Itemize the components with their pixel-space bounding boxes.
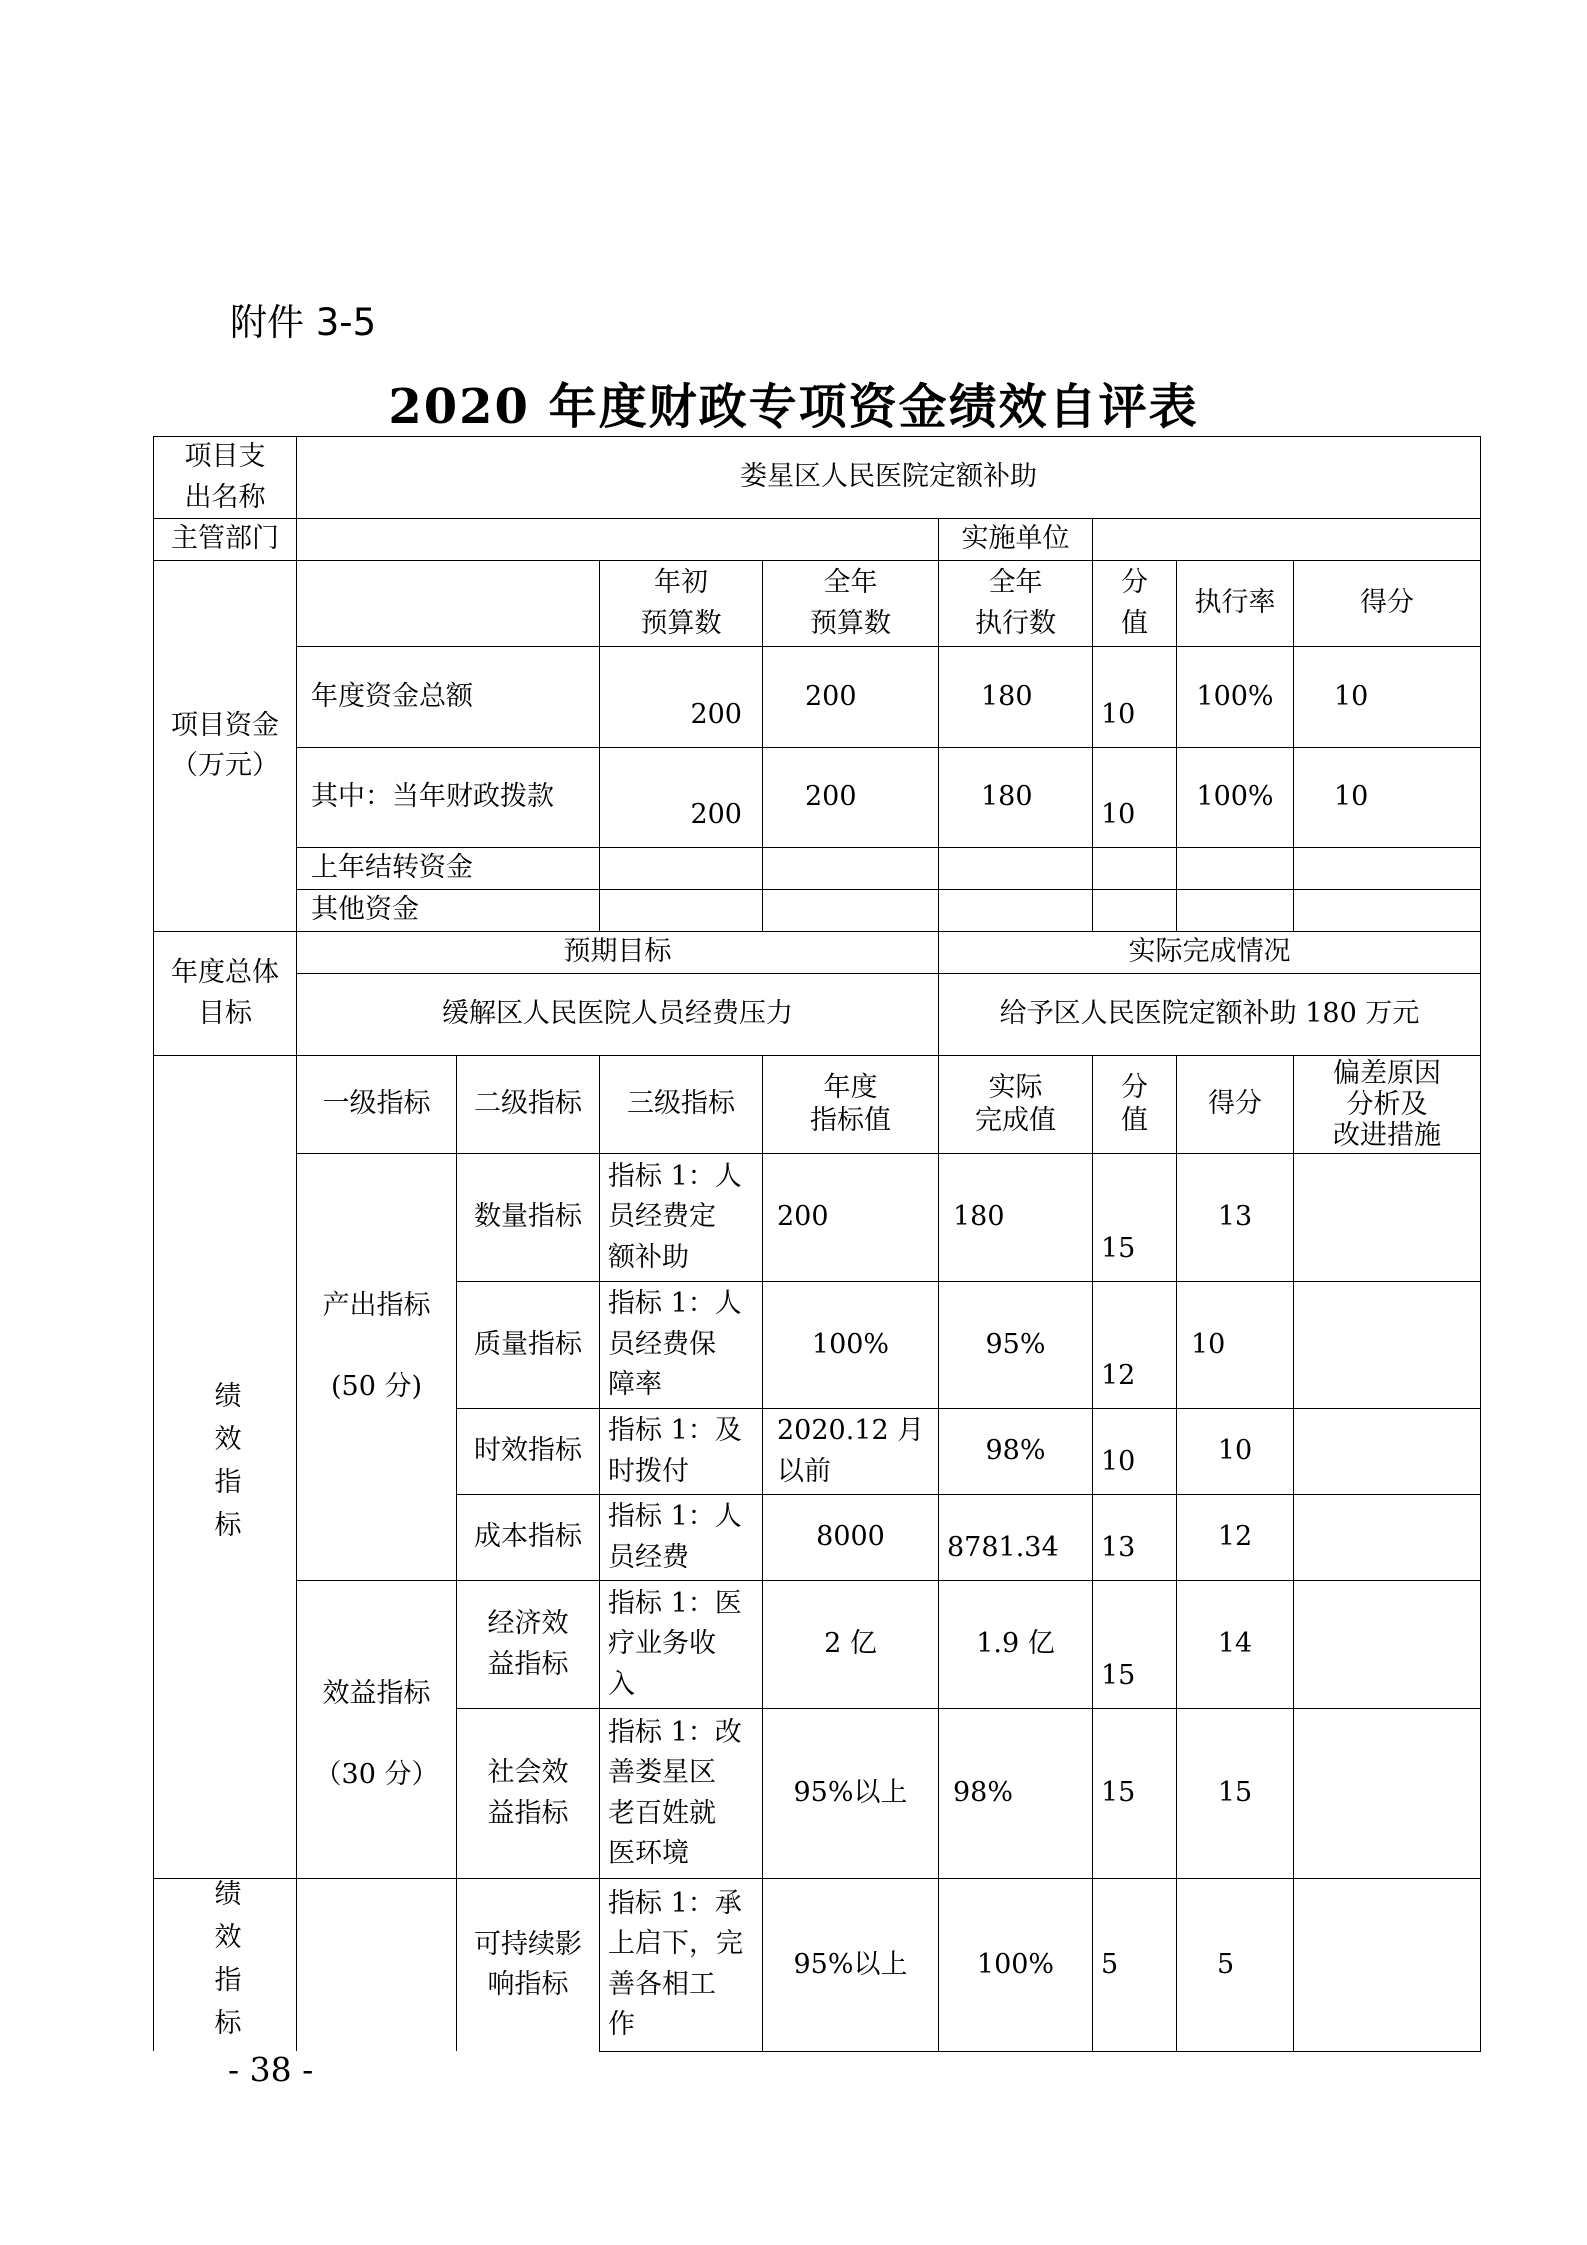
ind-level3: 指标 1：及 时拨付 <box>600 1409 763 1495</box>
funds-executed <box>939 848 1093 890</box>
ind-points: 10 <box>1093 1409 1177 1495</box>
ind-header-level2: 二级指标 <box>457 1056 600 1154</box>
ind-level1-blank <box>297 1879 457 2052</box>
funds-row-label: 年度资金总额 <box>297 647 600 748</box>
ind-header-score: 得分 <box>1177 1056 1294 1154</box>
ind-note <box>1294 1409 1481 1495</box>
ind-header-level3: 三级指标 <box>600 1056 763 1154</box>
funds-annual: 200 <box>763 647 939 748</box>
ind-level2: 数量指标 <box>457 1154 600 1282</box>
goals-expected: 缓解区人民医院人员经费压力 <box>297 974 939 1056</box>
funds-annual <box>763 890 939 932</box>
ind-target: 100% <box>763 1282 939 1409</box>
ind-header-level1: 一级指标 <box>297 1056 457 1154</box>
ind-target: 95%以上 <box>763 1879 939 2052</box>
ind-level2: 经济效 益指标 <box>457 1581 600 1709</box>
funds-header-executed: 全年 执行数 <box>939 561 1093 647</box>
ind-actual: 180 <box>939 1154 1093 1282</box>
goals-label: 年度总体 目标 <box>154 932 297 1056</box>
goals-header-row <box>154 932 1481 974</box>
ind-actual: 95% <box>939 1282 1093 1409</box>
ind-points: 13 <box>1093 1495 1177 1581</box>
funds-score <box>1294 890 1481 932</box>
ind-score: 10 <box>1177 1282 1294 1409</box>
funds-initial: 200 <box>600 748 763 848</box>
ind-score: 15 <box>1177 1709 1294 1879</box>
ind-level3: 指标 1：医 疗业务收 入 <box>600 1581 763 1709</box>
funds-score: 10 <box>1294 647 1481 748</box>
goals-actual-header: 实际完成情况 <box>939 932 1481 974</box>
goals-expected-header: 预期目标 <box>297 932 939 974</box>
ind-score: 10 <box>1177 1409 1294 1495</box>
ind-actual: 8781.34 <box>939 1495 1093 1581</box>
ind-target: 200 <box>763 1154 939 1282</box>
ind-points: 15 <box>1093 1581 1177 1709</box>
funds-row <box>154 848 1481 890</box>
ind-target: 8000 <box>763 1495 939 1581</box>
output-indicator-label: 产出指标 (50 分) <box>297 1154 457 1581</box>
page-title: 2020 年度财政专项资金绩效自评表 <box>388 379 1199 435</box>
ind-actual: 1.9 亿 <box>939 1581 1093 1709</box>
funds-score <box>1294 848 1481 890</box>
ind-points: 15 <box>1093 1709 1177 1879</box>
funds-rate <box>1177 890 1294 932</box>
ind-points: 5 <box>1093 1879 1177 2052</box>
funds-annual <box>763 848 939 890</box>
ind-level3: 指标 1：承 上启下，完 善各相工 作 <box>600 1879 763 2052</box>
unit-label: 实施单位 <box>939 519 1093 561</box>
goals-content-row <box>154 974 1481 1056</box>
unit-value <box>1093 519 1481 561</box>
ind-note <box>1294 1282 1481 1409</box>
benefit-indicator-label: 效益指标 （30 分） <box>297 1581 457 1879</box>
indicator-row <box>154 1879 1481 2052</box>
ind-level2: 时效指标 <box>457 1409 600 1495</box>
ind-header-note: 偏差原因 分析及 改进措施 <box>1294 1056 1481 1154</box>
funds-points: 10 <box>1093 647 1177 748</box>
ind-header-actual: 实际 完成值 <box>939 1056 1093 1154</box>
project-name-value: 娄星区人民医院定额补助 <box>297 437 1481 519</box>
funds-executed <box>939 890 1093 932</box>
funds-rate: 100% <box>1177 748 1294 848</box>
project-name-label: 项目支 出名称 <box>154 437 297 519</box>
indicator-row <box>154 1581 1481 1709</box>
indicators-section-label: 绩效指标 <box>154 1056 297 1879</box>
funds-rate: 100% <box>1177 647 1294 748</box>
indicators-header-row <box>154 1056 1481 1154</box>
ind-target: 2 亿 <box>763 1581 939 1709</box>
funds-rate <box>1177 848 1294 890</box>
ind-header-points: 分 值 <box>1093 1056 1177 1154</box>
project-name-row <box>154 437 1481 519</box>
performance-table <box>153 436 1481 2052</box>
department-row <box>154 519 1481 561</box>
funds-initial: 200 <box>600 647 763 748</box>
ind-note <box>1294 1154 1481 1282</box>
funds-row-label: 上年结转资金 <box>297 848 600 890</box>
funds-row <box>154 647 1481 748</box>
ind-level3: 指标 1：人 员经费 <box>600 1495 763 1581</box>
funds-section-label: 项目资金 （万元） <box>154 561 297 932</box>
funds-header-rate: 执行率 <box>1177 561 1294 647</box>
funds-annual: 200 <box>763 748 939 848</box>
ind-target: 2020.12 月 以前 <box>763 1409 939 1495</box>
ind-note <box>1294 1709 1481 1879</box>
attachment-label: 附件 3-5 <box>230 301 377 344</box>
funds-points <box>1093 848 1177 890</box>
funds-initial <box>600 890 763 932</box>
ind-points: 15 <box>1093 1154 1177 1282</box>
ind-note <box>1294 1495 1481 1581</box>
ind-score: 13 <box>1177 1154 1294 1282</box>
ind-level3: 指标 1：改 善娄星区 老百姓就 医环境 <box>600 1709 763 1879</box>
ind-actual: 98% <box>939 1709 1093 1879</box>
funds-row <box>154 890 1481 932</box>
funds-header-annual: 全年 预算数 <box>763 561 939 647</box>
ind-level3: 指标 1：人 员经费定 额补助 <box>600 1154 763 1282</box>
ind-note <box>1294 1879 1481 2052</box>
ind-score: 12 <box>1177 1495 1294 1581</box>
funds-header-score: 得分 <box>1294 561 1481 647</box>
ind-points: 12 <box>1093 1282 1177 1409</box>
funds-score: 10 <box>1294 748 1481 848</box>
ind-level2: 成本指标 <box>457 1495 600 1581</box>
funds-points: 10 <box>1093 748 1177 848</box>
indicators-section-label-2: 绩效指标 <box>154 1879 297 2052</box>
ind-actual: 98% <box>939 1409 1093 1495</box>
funds-executed: 180 <box>939 647 1093 748</box>
funds-header-points: 分 值 <box>1093 561 1177 647</box>
ind-level2: 社会效 益指标 <box>457 1709 600 1879</box>
ind-header-target: 年度 指标值 <box>763 1056 939 1154</box>
funds-row-label: 其中：当年财政拨款 <box>297 748 600 848</box>
ind-actual: 100% <box>939 1879 1093 2052</box>
funds-points <box>1093 890 1177 932</box>
funds-executed: 180 <box>939 748 1093 848</box>
funds-header-row <box>154 561 1481 647</box>
goals-actual: 给予区人民医院定额补助 180 万元 <box>939 974 1481 1056</box>
ind-target: 95%以上 <box>763 1709 939 1879</box>
ind-level3: 指标 1：人 员经费保 障率 <box>600 1282 763 1409</box>
funds-header-initial: 年初 预算数 <box>600 561 763 647</box>
funds-header-blank <box>297 561 600 647</box>
funds-row-label: 其他资金 <box>297 890 600 932</box>
page-number: - 38 - <box>228 2050 314 2089</box>
indicator-row <box>154 1154 1481 1282</box>
ind-note <box>1294 1581 1481 1709</box>
ind-level2: 质量指标 <box>457 1282 600 1409</box>
dept-label: 主管部门 <box>154 519 297 561</box>
ind-score: 14 <box>1177 1581 1294 1709</box>
funds-row <box>154 748 1481 848</box>
dept-value <box>297 519 939 561</box>
funds-initial <box>600 848 763 890</box>
ind-level2: 可持续影 响指标 <box>457 1879 600 2052</box>
ind-score: 5 <box>1177 1879 1294 2052</box>
